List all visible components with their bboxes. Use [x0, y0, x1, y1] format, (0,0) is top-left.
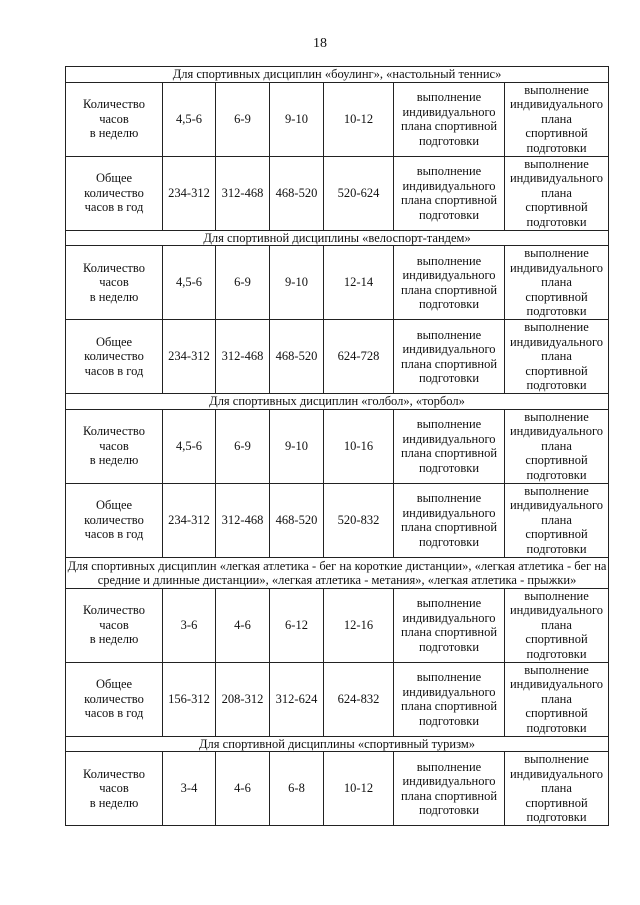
page-number: 18 — [313, 36, 327, 51]
note-line: спортивной — [525, 289, 588, 304]
section-title: Для спортивных дисциплин «голбол», «торбол» — [66, 394, 609, 410]
table-row — [66, 82, 609, 156]
stage-value-cell: 208-312 — [216, 662, 270, 736]
section-header-row — [66, 394, 609, 410]
note-line: подготовки — [526, 467, 587, 482]
row-label-line: часов — [99, 617, 129, 632]
note-line: индивидуального — [402, 268, 496, 282]
note-line: индивидуального — [509, 424, 604, 439]
stage-value-cell: 10-12 — [324, 752, 394, 826]
note-line: индивидуального — [402, 774, 496, 788]
stage-value-cell: 6-12 — [270, 588, 324, 662]
note-line: подготовки — [418, 133, 480, 148]
stage-note-cell — [394, 752, 505, 826]
note-line: спортивной — [525, 632, 588, 647]
note-line: подготовки — [526, 646, 587, 661]
note-line: спортивной — [525, 126, 588, 141]
note-line: выполнение — [416, 327, 482, 342]
training-hours-table — [65, 66, 609, 826]
row-label-line: часов в год — [84, 363, 144, 378]
note-line: выполнение — [524, 156, 589, 171]
stage-note-cell-last — [505, 246, 609, 320]
row-label — [66, 156, 163, 230]
stage-value-cell: 468-520 — [270, 320, 324, 394]
table-row — [66, 156, 609, 230]
note-line: индивидуального — [509, 498, 604, 513]
stage-value-cell: 10-12 — [324, 82, 394, 156]
note-line: индивидуального — [402, 104, 496, 119]
row-label-line: в неделю — [89, 632, 139, 647]
table-row — [66, 588, 609, 662]
stage-value-cell: 3-6 — [163, 588, 216, 662]
note-line: плана спортивной — [400, 356, 498, 371]
section-title: Для спортивных дисциплин «легкая атлетика - бег на короткие дистанции», «легкая атлетика - бег на средние и длинные дистанции», «легкая атлетика - метания», «легкая атлетика - прыжки» — [66, 557, 609, 588]
row-label-line: часов — [99, 111, 129, 126]
row-label — [66, 483, 163, 557]
row-label-line: часов — [99, 781, 129, 796]
note-line: индивидуального — [509, 766, 604, 781]
section-title: Для спортивной дисциплины «велоспорт-тандем» — [66, 230, 609, 246]
stage-value-cell: 234-312 — [163, 483, 216, 557]
section-title: Для спортивных дисциплин «боулинг», «настольный теннис» — [66, 67, 609, 83]
stage-value-cell: 6-9 — [216, 246, 270, 320]
row-label-line: Количество — [83, 424, 145, 439]
note-line: спортивной — [525, 363, 588, 378]
row-label-line: Общее — [95, 677, 133, 692]
note-line: плана — [541, 512, 572, 527]
row-label — [66, 588, 163, 662]
row-label-line: в неделю — [89, 453, 139, 468]
table-row — [66, 662, 609, 736]
note-line: плана — [541, 349, 572, 364]
note-line: подготовки — [418, 297, 480, 311]
note-line: выполнение — [524, 483, 589, 498]
note-line: плана спортивной — [400, 282, 498, 297]
note-line: индивидуального — [402, 505, 496, 520]
row-label-line: Количество — [83, 260, 145, 275]
row-label-line: часов в год — [84, 706, 144, 721]
section-header-row — [66, 736, 609, 752]
row-label-line: Общее — [95, 498, 133, 513]
row-label-line: часов — [99, 438, 129, 453]
section-header-row — [66, 557, 609, 588]
row-label — [66, 752, 163, 826]
note-line: подготовки — [526, 810, 587, 825]
note-line: плана — [541, 275, 572, 290]
note-line: выполнение — [416, 670, 482, 684]
note-line: выполнение — [416, 491, 482, 505]
row-label-line: часов — [99, 275, 129, 290]
note-line: индивидуального — [402, 178, 496, 193]
stage-value-cell: 12-16 — [324, 588, 394, 662]
note-line: плана спортивной — [400, 520, 498, 534]
note-line: выполнение — [416, 596, 482, 610]
stage-note-cell — [394, 156, 505, 230]
stage-note-cell — [394, 662, 505, 736]
stage-value-cell: 156-312 — [163, 662, 216, 736]
note-line: плана спортивной — [400, 193, 498, 207]
stage-value-cell: 9-10 — [270, 82, 324, 156]
stage-note-cell-last — [505, 588, 609, 662]
stage-value-cell: 6-9 — [216, 409, 270, 483]
note-line: индивидуального — [509, 260, 604, 275]
row-label — [66, 246, 163, 320]
section-header-row — [66, 230, 609, 246]
stage-note-cell-last — [505, 82, 609, 156]
note-line: плана спортивной — [400, 446, 498, 460]
stage-value-cell: 468-520 — [270, 483, 324, 557]
note-line: выполнение — [416, 253, 482, 268]
row-label-line: в неделю — [89, 289, 139, 304]
note-line: плана спортивной — [400, 788, 498, 803]
note-line: плана — [541, 617, 572, 632]
stage-note-cell — [394, 588, 505, 662]
stage-value-cell: 10-16 — [324, 409, 394, 483]
stage-value-cell: 312-468 — [216, 320, 270, 394]
note-line: индивидуального — [402, 431, 496, 446]
note-line: подготовки — [526, 378, 587, 393]
stage-value-cell: 6-9 — [216, 82, 270, 156]
row-label-line: Количество — [83, 766, 145, 781]
note-line: индивидуального — [509, 171, 604, 186]
table-row — [66, 320, 609, 394]
stage-value-cell: 312-624 — [270, 662, 324, 736]
note-line: плана — [541, 691, 572, 706]
section-header-row — [66, 67, 609, 83]
stage-note-cell — [394, 82, 505, 156]
note-line: выполнение — [416, 417, 482, 431]
note-line: выполнение — [416, 90, 482, 104]
note-line: подготовки — [418, 639, 480, 654]
stage-value-cell: 312-468 — [216, 483, 270, 557]
row-label-line: количество — [84, 691, 144, 706]
note-line: индивидуального — [509, 677, 604, 692]
note-line: плана спортивной — [400, 699, 498, 713]
stage-note-cell-last — [505, 483, 609, 557]
row-label-line: Количество — [83, 603, 145, 618]
note-line: подготовки — [418, 460, 480, 475]
note-line: подготовки — [526, 720, 587, 735]
stage-value-cell: 9-10 — [270, 409, 324, 483]
row-label-line: Количество — [83, 97, 145, 112]
row-label — [66, 82, 163, 156]
row-label-line: Общее — [95, 334, 133, 349]
note-line: плана — [541, 781, 572, 796]
note-line: индивидуального — [402, 684, 496, 699]
note-line: подготовки — [526, 541, 587, 556]
row-label-line: часов в год — [84, 200, 144, 215]
stage-value-cell: 4,5-6 — [163, 246, 216, 320]
stage-value-cell: 520-624 — [324, 156, 394, 230]
stage-value-cell: 4,5-6 — [163, 82, 216, 156]
note-line: индивидуального — [509, 97, 604, 112]
row-label — [66, 409, 163, 483]
note-line: спортивной — [525, 795, 588, 810]
stage-value-cell: 9-10 — [270, 246, 324, 320]
stage-value-cell: 234-312 — [163, 156, 216, 230]
note-line: выполнение — [524, 409, 589, 424]
note-line: подготовки — [418, 207, 480, 222]
row-label-line: в неделю — [89, 126, 139, 141]
note-line: подготовки — [418, 371, 480, 385]
stage-value-cell: 6-8 — [270, 752, 324, 826]
table-row — [66, 246, 609, 320]
stage-value-cell: 624-728 — [324, 320, 394, 394]
note-line: плана спортивной — [400, 119, 498, 133]
section-title: Для спортивной дисциплины «спортивный туризм» — [66, 736, 609, 752]
note-line: подготовки — [526, 214, 587, 229]
note-line: подготовки — [526, 304, 587, 319]
note-line: спортивной — [525, 200, 588, 215]
stage-note-cell-last — [505, 662, 609, 736]
note-line: подготовки — [418, 713, 480, 728]
note-line: индивидуального — [509, 603, 604, 618]
stage-value-cell: 234-312 — [163, 320, 216, 394]
row-label-line: Общее — [95, 171, 133, 186]
note-line: спортивной — [525, 527, 588, 542]
table-row — [66, 752, 609, 826]
stage-value-cell: 312-468 — [216, 156, 270, 230]
note-line: выполнение — [416, 759, 482, 774]
stage-value-cell: 12-14 — [324, 246, 394, 320]
row-label-line: количество — [84, 185, 144, 200]
row-label — [66, 320, 163, 394]
note-line: индивидуального — [402, 342, 496, 356]
stage-note-cell — [394, 246, 505, 320]
table-row — [66, 483, 609, 557]
note-line: подготовки — [418, 803, 480, 817]
stage-note-cell — [394, 483, 505, 557]
row-label-line: количество — [84, 512, 144, 527]
row-label-line: количество — [84, 349, 144, 364]
note-line: спортивной — [525, 453, 588, 468]
stage-value-cell: 3-4 — [163, 752, 216, 826]
stage-note-cell-last — [505, 752, 609, 826]
row-label-line: в неделю — [89, 795, 139, 810]
note-line: плана — [541, 111, 572, 126]
note-line: плана спортивной — [400, 625, 498, 639]
stage-note-cell-last — [505, 409, 609, 483]
stage-note-cell — [394, 409, 505, 483]
note-line: спортивной — [525, 706, 588, 721]
stage-value-cell: 624-832 — [324, 662, 394, 736]
note-line: подготовки — [526, 140, 587, 155]
stage-value-cell: 4,5-6 — [163, 409, 216, 483]
note-line: выполнение — [524, 320, 589, 335]
stage-value-cell: 4-6 — [216, 588, 270, 662]
note-line: выполнение — [524, 752, 589, 767]
note-line: выполнение — [524, 588, 589, 603]
table-row — [66, 409, 609, 483]
note-line: выполнение — [524, 246, 589, 261]
note-line: подготовки — [418, 534, 480, 549]
stage-note-cell-last — [505, 320, 609, 394]
note-line: выполнение — [524, 82, 589, 97]
stage-value-cell: 468-520 — [270, 156, 324, 230]
note-line: выполнение — [524, 662, 589, 677]
stage-value-cell: 520-832 — [324, 483, 394, 557]
note-line: плана — [541, 438, 572, 453]
stage-note-cell — [394, 320, 505, 394]
note-line: индивидуального — [402, 610, 496, 625]
row-label-line: часов в год — [84, 527, 144, 542]
row-label — [66, 662, 163, 736]
stage-value-cell: 4-6 — [216, 752, 270, 826]
note-line: выполнение — [416, 164, 482, 178]
note-line: плана — [541, 185, 572, 200]
note-line: индивидуального — [509, 334, 604, 349]
stage-note-cell-last — [505, 156, 609, 230]
